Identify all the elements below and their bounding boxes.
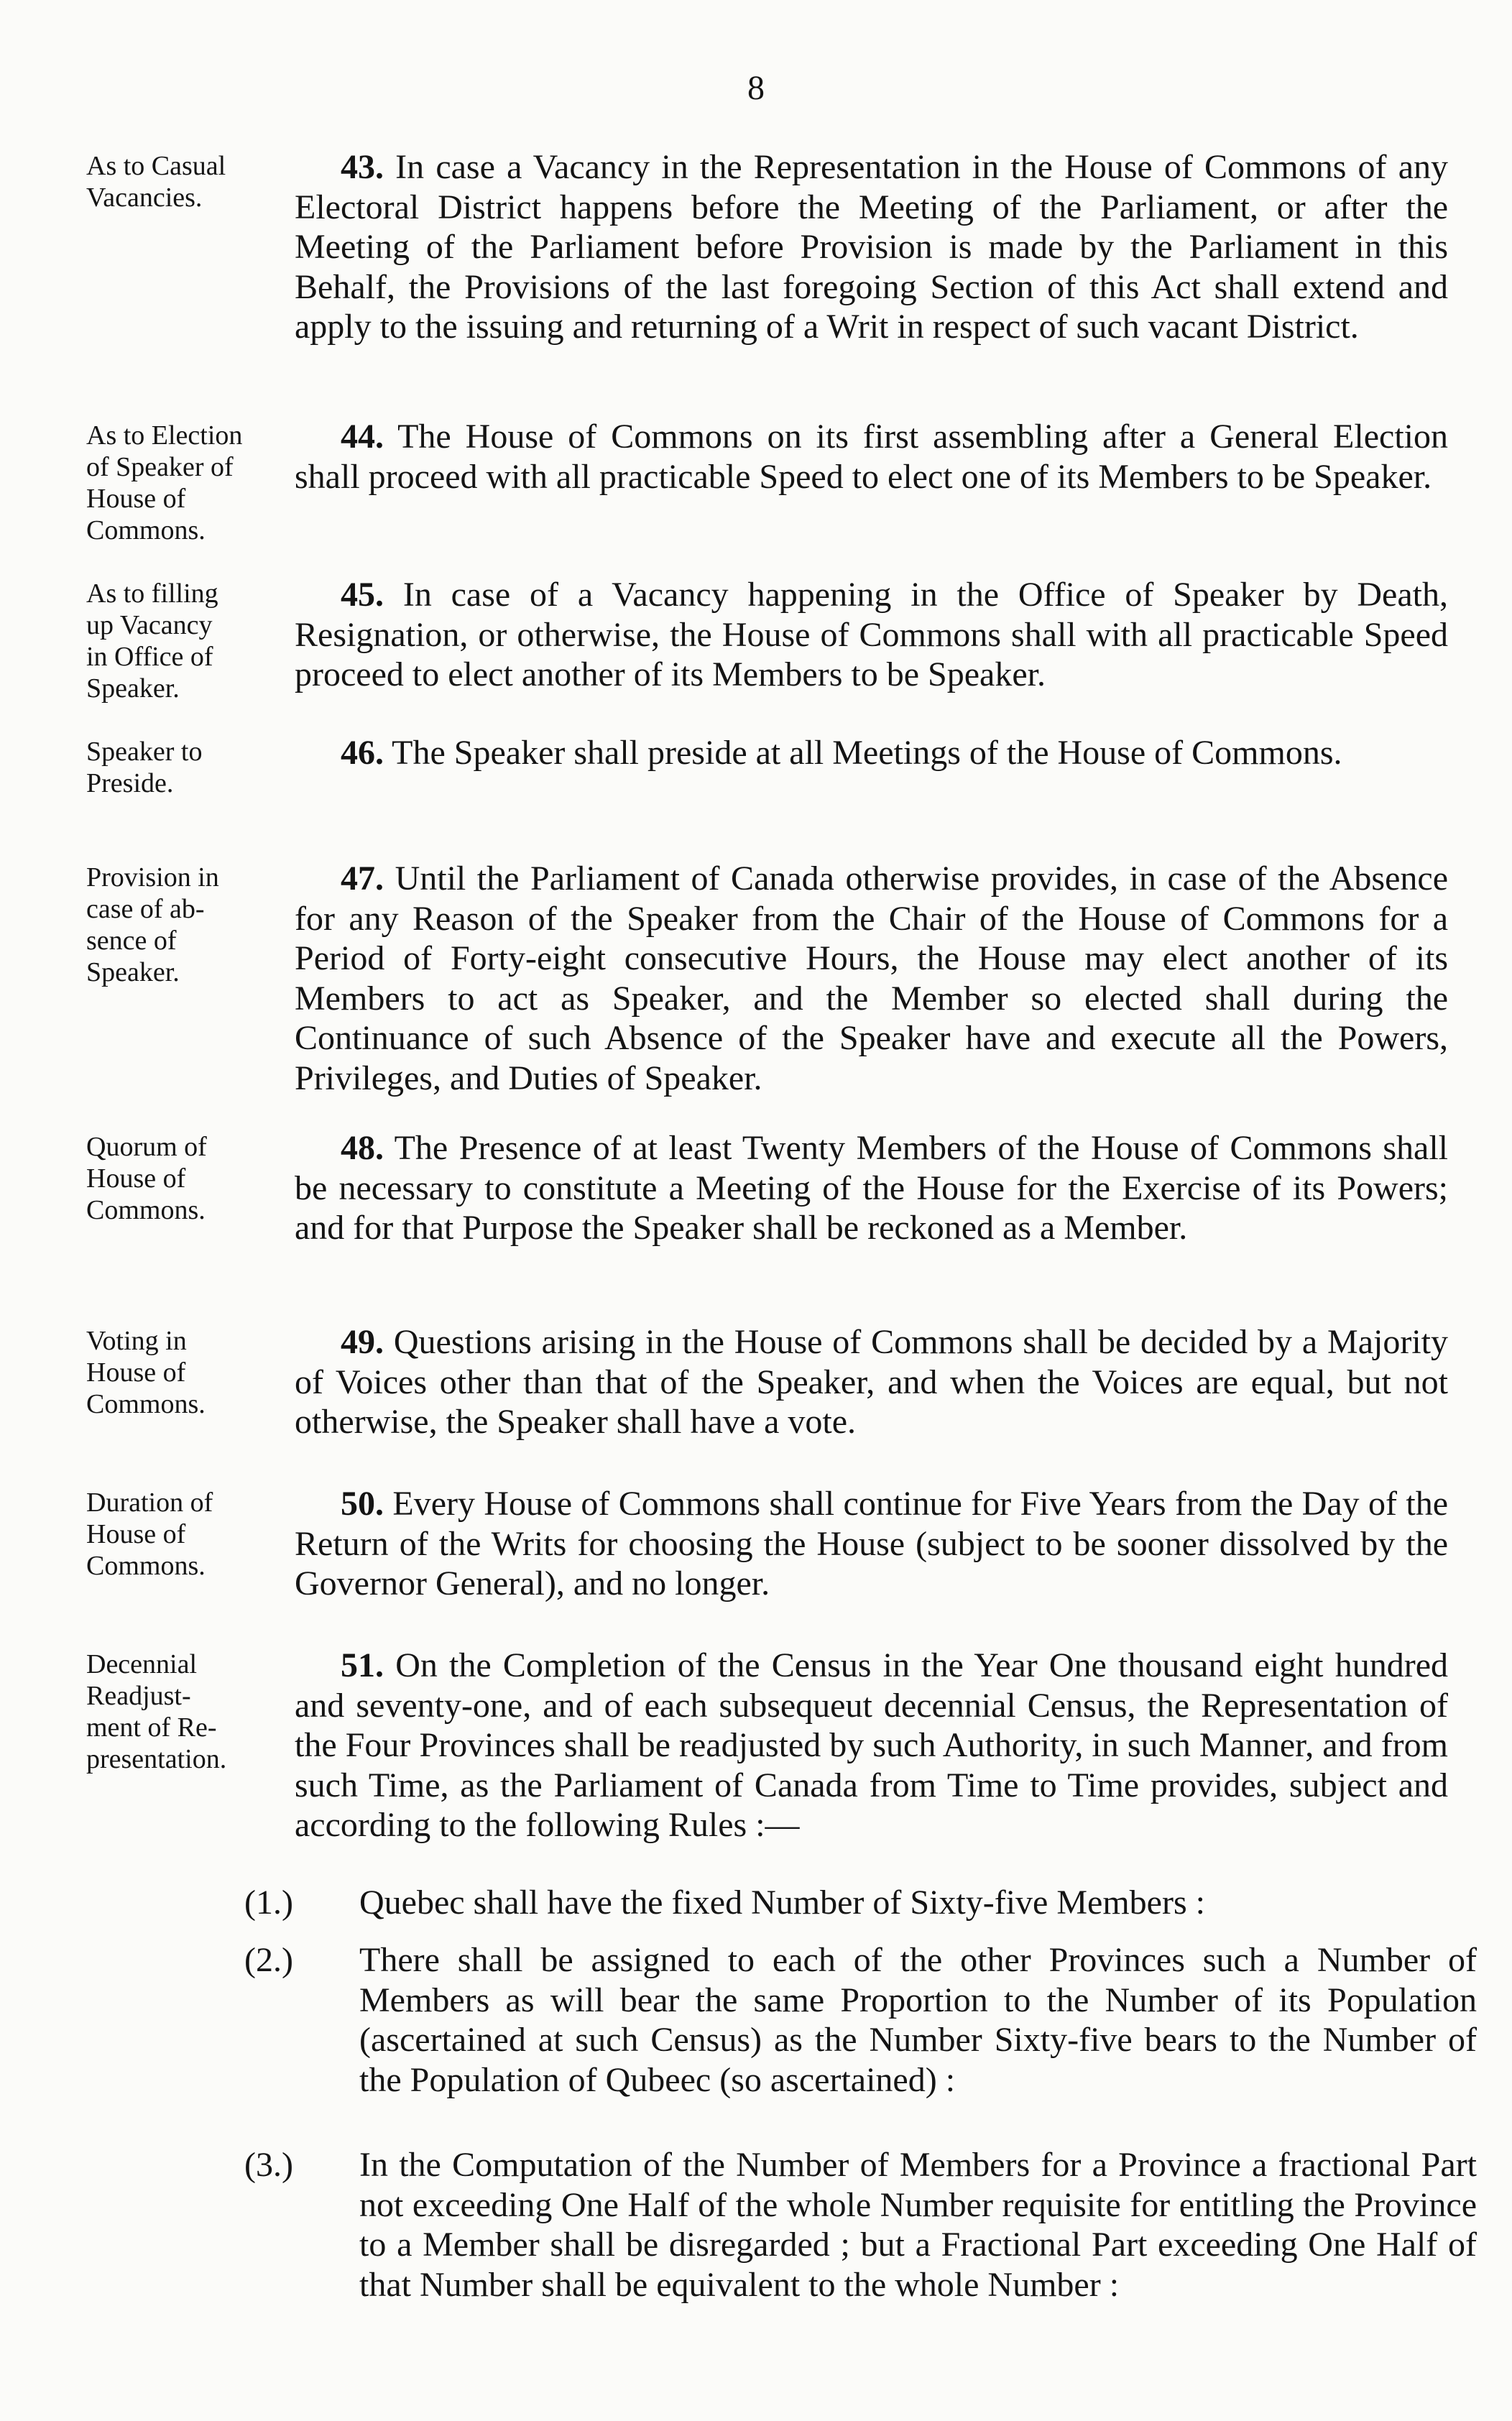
marginal-note: As to Casual Vacancies. — [86, 151, 226, 213]
section-text — [295, 733, 1448, 773]
section-body: The Speaker shall preside at all Meetings of the House of Commons. — [392, 734, 1342, 772]
page-number: 8 — [747, 69, 765, 107]
section-text — [295, 859, 1448, 1098]
rule-number: (1.) — [244, 1883, 293, 1922]
section-body: Every House of Commons shall continue for Five Years from the Day of the Return of the Writs for choosing the House (subject to be sooner dissolved by the Governor General), and no longer. — [295, 1485, 1448, 1603]
section-body: Until the Parliament of Canada otherwise provides, in case of the Absence for any Reason of the Speaker from the Chair of the House of Commons for a Period of Forty-eight consecutive Hours, the House may elect another of its Members to act as Speaker, and the Member so elected shall during the Continuance of such Absence of the Speaker have and execute all the Powers, Privileges, and Duties of Speaker. — [295, 859, 1448, 1097]
marginal-note: Speaker to Preside. — [86, 737, 203, 798]
rule-2 — [244, 1940, 1477, 2100]
section-number: 49. — [341, 1323, 384, 1361]
section-body: In case a Vacancy in the Representation in the House of Commons of any Electoral District happens before the Meeting of the Parliament, or after the Meeting of the Parliament before Provision is made by the Parliament in this Behalf, the Provisions of the last foregoing Section of this Act shall extend and apply to the issuing and returning of a Writ in respect of such vacant District. — [295, 148, 1449, 346]
section-number: 48. — [341, 1129, 384, 1167]
section-number: 46. — [341, 734, 384, 772]
section-text — [295, 1646, 1448, 1845]
section-number: 47. — [341, 859, 384, 898]
marginal-note: Duration of House of Commons. — [86, 1488, 213, 1581]
section-number: 51. — [341, 1646, 384, 1684]
section-text — [295, 417, 1448, 497]
section-number: 44. — [341, 418, 384, 456]
rule-3 — [244, 2145, 1477, 2305]
section-number: 50. — [341, 1485, 384, 1523]
section-text — [295, 147, 1448, 347]
rule-text: In the Computation of the Number of Members for a Province a fractional Part not exceeding One Half of the whole Number requisite for entitling the Province to a Member shall be disregarded ; but a Fractional Part exceeding One Half of that Number shall be equivalent to the whole Number : — [359, 2146, 1477, 2304]
section-text — [295, 1128, 1448, 1248]
marginal-note: Provision in case of ab- sence of Speaker. — [86, 862, 219, 987]
marginal-note: As to Election of Speaker of House of Commons. — [86, 420, 243, 545]
marginal-note: Decennial Readjust- ment of Re- presentation. — [86, 1649, 227, 1774]
section-body: The House of Commons on its first assembling after a General Election shall proceed with all practicable Speed to elect one of its Members to be Speaker. — [295, 418, 1448, 496]
rule-number: (3.) — [244, 2146, 293, 2184]
rule-text: Quebec shall have the fixed Number of Sixty-five Members : — [359, 1883, 1205, 1922]
marginal-note: Quorum of House of Commons. — [86, 1132, 207, 1225]
section-number: 43. — [341, 148, 384, 186]
marginal-note: As to filling up Vacancy in Office of Speaker. — [86, 578, 218, 704]
section-body: On the Completion of the Census in the Year One thousand eight hundred and seventy-one, and of each subsequeut decennial Census, the Representation of the Four Provinces shall be readjusted by such Authority, in such Manner, and from such Time, as the Parliament of Canada from Time to Time provides, subject and according to the following Rules :— — [295, 1646, 1449, 1844]
rule-1 — [244, 1883, 1477, 1923]
marginal-note: Voting in House of Commons. — [86, 1326, 206, 1419]
rule-text: There shall be assigned to each of the other Provinces such a Number of Members as will bear the same Proportion to the Number of its Population (ascertained at such Census) as the Number Sixty-five bears to the Number of the Population of Qubeec (so ascertained) : — [359, 1941, 1477, 2099]
section-body: Questions arising in the House of Commons shall be decided by a Majority of Voices other than that of the Speaker, and when the Voices are equal, but not otherwise, the Speaker shall have a vote. — [295, 1323, 1449, 1441]
section-text — [295, 575, 1448, 695]
section-number: 45. — [341, 576, 384, 614]
section-text — [295, 1322, 1448, 1442]
section-body: The Presence of at least Twenty Members of the House of Commons shall be necessary to constitute a Meeting of the House for the Exercise of its Powers; and for that Purpose the Speaker shall be reckoned as a Member. — [295, 1129, 1448, 1247]
section-text — [295, 1484, 1448, 1604]
rule-number: (2.) — [244, 1941, 293, 1979]
section-body: In case of a Vacancy happening in the Office of Speaker by Death, Resignation, or otherwise, the House of Commons shall with all practicable Speed proceed to elect another of its Members to be Speaker. — [295, 576, 1449, 693]
